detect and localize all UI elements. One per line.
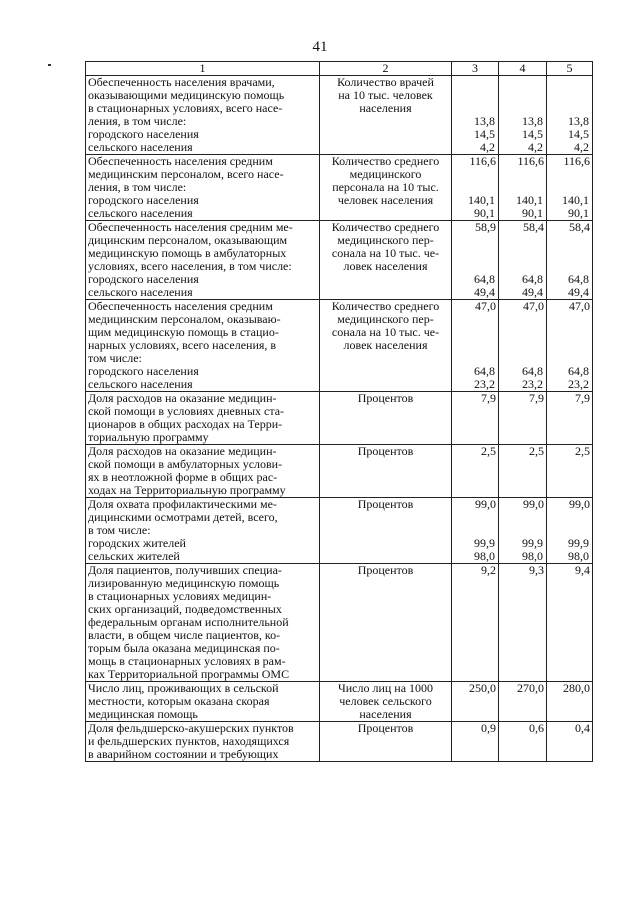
unit-cell — [320, 155, 452, 221]
indicator-line: городских жителей — [88, 536, 186, 550]
value-total: 58,9 — [475, 220, 496, 234]
stray-mark — [48, 64, 51, 66]
unit-line: населения — [359, 707, 412, 721]
value-sub: 49,4 — [522, 285, 543, 299]
table-row — [86, 682, 593, 722]
unit-line: Количество среднего — [331, 154, 440, 168]
value-total: 47,0 — [475, 299, 496, 313]
unit-line: Число лиц на 1000 — [337, 681, 434, 695]
unit-line: сонала на 10 тыс. че- — [331, 325, 440, 339]
value-cell — [452, 682, 499, 722]
indicator-cell — [86, 300, 320, 392]
value-total: 9,2 — [481, 563, 496, 577]
unit-line: Процентов — [357, 497, 414, 511]
indicator-line: ходах на Территориальную программу — [88, 483, 286, 497]
value-cell — [452, 392, 499, 445]
value-sub: 13,8 — [568, 114, 589, 128]
indicator-line: ской помощи в амбулаторных услови- — [88, 457, 283, 471]
indicator-cell — [86, 155, 320, 221]
value-cell — [452, 564, 499, 682]
value-cell — [547, 722, 593, 762]
value-total: 7,9 — [529, 391, 544, 405]
unit-cell — [320, 221, 452, 300]
indicator-cell — [86, 564, 320, 682]
value-cell — [452, 221, 499, 300]
indicator-line: нарных условиях, всего населения, в — [88, 338, 277, 352]
value-cell — [499, 76, 547, 155]
indicator-line: ционаров в общих расходах на Терри- — [88, 417, 283, 431]
unit-cell — [320, 392, 452, 445]
value-sub: 49,4 — [474, 285, 495, 299]
value-sub: 23,2 — [568, 377, 589, 391]
indicator-line: местности, которым оказана скорая — [88, 694, 270, 708]
value-sub: 90,1 — [474, 206, 495, 220]
value-sub: 23,2 — [522, 377, 543, 391]
indicator-line: ториальную программу — [88, 430, 209, 444]
value-sub: 98,0 — [568, 549, 589, 563]
unit-line: персонала на 10 тыс. — [332, 180, 439, 194]
value-breakdown — [549, 537, 589, 563]
value-sub: 140,1 — [562, 193, 589, 207]
unit-cell — [320, 300, 452, 392]
indicator-line: дицинскими осмотрами детей, всего, — [88, 510, 278, 524]
indicator-line: ях в неотложной форме в общих рас- — [88, 470, 278, 484]
value-total: 7,9 — [575, 391, 590, 405]
value-cell — [452, 76, 499, 155]
value-breakdown — [549, 194, 589, 220]
value-cell — [499, 498, 547, 564]
value-breakdown — [454, 365, 495, 391]
value-sub: 140,1 — [468, 193, 495, 207]
value-sub: 140,1 — [516, 193, 543, 207]
indicator-line: ских организаций, подведомственных — [88, 602, 282, 616]
value-total: 99,0 — [569, 497, 590, 511]
table-row — [86, 445, 593, 498]
value-total: 0,9 — [481, 721, 496, 735]
value-breakdown — [454, 194, 495, 220]
value-sub: 14,5 — [474, 127, 495, 141]
value-sub: 90,1 — [522, 206, 543, 220]
value-breakdown — [501, 115, 543, 154]
value-cell — [499, 682, 547, 722]
page-number: 41 — [312, 39, 328, 55]
indicator-line: власти, в общем числе пациентов, ко- — [88, 628, 281, 642]
indicator-line: том числе: — [88, 351, 142, 365]
value-cell — [499, 445, 547, 498]
header-cell: 4 — [499, 62, 547, 76]
indicator-cell — [86, 221, 320, 300]
indicator-line: ления, в том числе: — [88, 180, 187, 194]
indicator-line: городского населения — [88, 364, 199, 378]
value-cell — [547, 445, 593, 498]
value-cell — [499, 300, 547, 392]
value-cell — [499, 392, 547, 445]
value-breakdown — [501, 273, 543, 299]
value-breakdown — [501, 537, 543, 563]
value-cell — [547, 300, 593, 392]
indicator-cell — [86, 682, 320, 722]
unit-line: Процентов — [357, 563, 414, 577]
value-cell — [547, 498, 593, 564]
indicator-cell — [86, 498, 320, 564]
value-cell — [452, 155, 499, 221]
indicator-line: Доля фельдшерско-акушерских пунктов — [88, 721, 294, 735]
indicator-line: сельских жителей — [88, 549, 180, 563]
indicator-line: дицинским персоналом, оказывающим — [88, 233, 288, 247]
unit-cell — [320, 722, 452, 762]
unit-line: медицинского — [349, 167, 422, 181]
unit-line: медицинского пер- — [337, 312, 434, 326]
value-cell — [547, 155, 593, 221]
value-breakdown — [549, 365, 589, 391]
unit-cell — [320, 682, 452, 722]
value-sub: 64,8 — [568, 272, 589, 286]
value-cell — [452, 445, 499, 498]
value-cell — [547, 682, 593, 722]
value-total: 99,0 — [523, 497, 544, 511]
unit-line: на 10 тыс. человек — [338, 88, 433, 102]
indicators-table — [85, 61, 593, 762]
unit-line: ловек населения — [343, 259, 428, 273]
value-sub: 64,8 — [568, 364, 589, 378]
indicator-line: Доля расходов на оказание медицин- — [88, 444, 277, 458]
value-breakdown — [454, 115, 495, 154]
unit-line: человек населения — [337, 193, 434, 207]
value-sub: 23,2 — [474, 377, 495, 391]
value-sub: 4,2 — [528, 140, 543, 154]
value-sub: 90,1 — [568, 206, 589, 220]
value-breakdown — [454, 273, 495, 299]
indicator-line: в том числе: — [88, 523, 151, 537]
value-breakdown — [549, 115, 589, 154]
value-total: 2,5 — [529, 444, 544, 458]
table-row — [86, 300, 593, 392]
indicator-cell — [86, 722, 320, 762]
value-cell — [499, 722, 547, 762]
value-cell — [547, 76, 593, 155]
value-sub: 4,2 — [480, 140, 495, 154]
unit-line: Процентов — [357, 391, 414, 405]
indicator-line: Обеспеченность населения средним — [88, 299, 273, 313]
indicator-line: ления, в том числе: — [88, 114, 187, 128]
indicator-line: медицинская помощь — [88, 707, 198, 721]
value-total: 116,6 — [563, 154, 590, 168]
unit-cell — [320, 76, 452, 155]
value-sub: 99,9 — [474, 536, 495, 550]
value-breakdown — [454, 537, 495, 563]
indicator-line: Доля охвата профилактическими ме- — [88, 497, 277, 511]
value-cell — [547, 564, 593, 682]
header-cell: 2 — [320, 62, 452, 76]
value-sub: 13,8 — [474, 114, 495, 128]
indicator-line: медицинским персоналом, всего насе- — [88, 167, 284, 181]
unit-line: Количество среднего — [331, 299, 440, 313]
header-row — [86, 62, 593, 76]
table-row — [86, 155, 593, 221]
value-total: 99,0 — [475, 497, 496, 511]
indicator-line: торым была оказана медицинская по- — [88, 641, 280, 655]
value-sub: 49,4 — [568, 285, 589, 299]
indicator-line: Число лиц, проживающих в сельской — [88, 681, 279, 695]
value-total: 270,0 — [517, 681, 544, 695]
indicator-line: сельского населения — [88, 206, 193, 220]
unit-line: Процентов — [357, 721, 414, 735]
unit-line: медицинского пер- — [337, 233, 434, 247]
indicator-line: Доля расходов на оказание медицин- — [88, 391, 277, 405]
value-total: 9,3 — [529, 563, 544, 577]
value-sub: 99,9 — [568, 536, 589, 550]
indicator-line: городского населения — [88, 193, 199, 207]
value-sub: 14,5 — [568, 127, 589, 141]
value-total: 2,5 — [575, 444, 590, 458]
value-cell — [452, 300, 499, 392]
indicator-line: медицинским персоналом, оказываю- — [88, 312, 281, 326]
value-sub: 64,8 — [522, 364, 543, 378]
value-total: 47,0 — [569, 299, 590, 313]
table-row — [86, 76, 593, 155]
value-cell — [547, 392, 593, 445]
value-total: 116,6 — [469, 154, 496, 168]
unit-cell — [320, 445, 452, 498]
unit-line: населения — [359, 101, 412, 115]
indicator-line: сельского населения — [88, 140, 193, 154]
value-sub: 98,0 — [522, 549, 543, 563]
value-sub: 99,9 — [522, 536, 543, 550]
table-row — [86, 564, 593, 682]
header-cell: 3 — [452, 62, 499, 76]
value-total: 58,4 — [569, 220, 590, 234]
indicator-line: Доля пациентов, получивших специа- — [88, 563, 282, 577]
value-total: 0,4 — [575, 721, 590, 735]
indicator-line: ской помощи в условиях дневных ста- — [88, 404, 285, 418]
table-row — [86, 498, 593, 564]
unit-line: ловек населения — [343, 338, 428, 352]
value-sub: 64,8 — [474, 272, 495, 286]
unit-line: Количество среднего — [331, 220, 440, 234]
unit-line: Процентов — [357, 444, 414, 458]
value-total: 7,9 — [481, 391, 496, 405]
unit-cell — [320, 498, 452, 564]
value-cell — [499, 564, 547, 682]
indicator-line: лизированную медицинскую помощь — [88, 576, 280, 590]
value-breakdown — [549, 273, 589, 299]
value-cell — [499, 221, 547, 300]
indicator-line: мощь в стационарных условиях в рам- — [88, 654, 286, 668]
indicator-line: городского населения — [88, 127, 199, 141]
value-sub: 13,8 — [522, 114, 543, 128]
value-breakdown — [501, 194, 543, 220]
indicator-line: условиях, всего населения, в том числе: — [88, 259, 292, 273]
indicator-line: оказывающими медицинскую помощь — [88, 88, 285, 102]
value-breakdown — [501, 365, 543, 391]
value-total: 58,4 — [523, 220, 544, 234]
indicator-line: Обеспеченность населения средним — [88, 154, 273, 168]
table-body — [86, 62, 593, 762]
value-sub: 64,8 — [522, 272, 543, 286]
indicator-line: в стационарных условиях медицин- — [88, 589, 272, 603]
indicator-line: сельского населения — [88, 285, 193, 299]
value-total: 280,0 — [563, 681, 590, 695]
indicator-line: Обеспеченность населения врачами, — [88, 75, 275, 89]
value-total: 250,0 — [469, 681, 496, 695]
header-cell: 1 — [86, 62, 320, 76]
value-sub: 64,8 — [474, 364, 495, 378]
table-row — [86, 392, 593, 445]
value-total: 9,4 — [575, 563, 590, 577]
unit-line: Количество врачей — [337, 75, 434, 89]
value-total: 116,6 — [517, 154, 544, 168]
indicator-line: медицинскую помощь в амбулаторных — [88, 246, 287, 260]
indicator-line: федеральным органам исполнительной — [88, 615, 289, 629]
value-cell — [452, 722, 499, 762]
indicator-line: городского населения — [88, 272, 199, 286]
value-sub: 14,5 — [522, 127, 543, 141]
unit-cell — [320, 564, 452, 682]
indicator-line: Обеспеченность населения средним ме- — [88, 220, 293, 234]
value-total: 0,6 — [529, 721, 544, 735]
indicator-line: в аварийном состоянии и требующих — [88, 747, 279, 761]
indicator-line: в стационарных условиях, всего насе- — [88, 101, 283, 115]
value-total: 47,0 — [523, 299, 544, 313]
unit-line: сонала на 10 тыс. че- — [331, 246, 440, 260]
table-row — [86, 722, 593, 762]
indicator-line: щим медицинскую помощь в стацио- — [88, 325, 279, 339]
value-cell — [452, 498, 499, 564]
value-cell — [547, 221, 593, 300]
value-cell — [499, 155, 547, 221]
value-sub: 98,0 — [474, 549, 495, 563]
indicator-cell — [86, 76, 320, 155]
indicator-line: и фельдшерских пунктов, находящихся — [88, 734, 290, 748]
indicator-cell — [86, 445, 320, 498]
value-sub: 4,2 — [574, 140, 589, 154]
unit-line: человек сельского — [339, 694, 432, 708]
table-row — [86, 221, 593, 300]
indicator-line: сельского населения — [88, 377, 193, 391]
header-cell: 5 — [547, 62, 593, 76]
indicator-line: ках Территориальной программы ОМС — [88, 667, 290, 681]
indicator-cell — [86, 392, 320, 445]
value-total: 2,5 — [481, 444, 496, 458]
